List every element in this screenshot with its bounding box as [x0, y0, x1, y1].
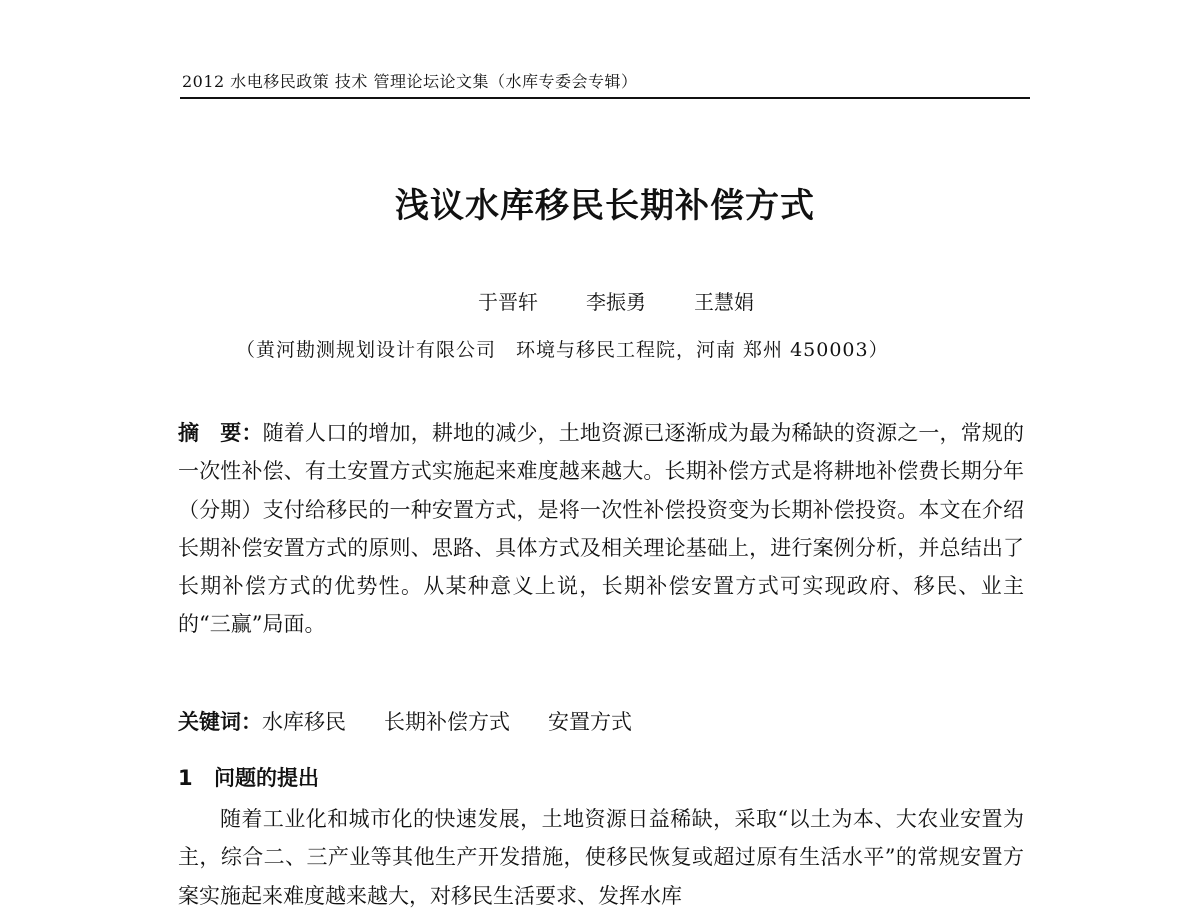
keyword-3: 安置方式	[548, 710, 632, 734]
abstract-text: 随着人口的增加，耕地的减少，土地资源已逐渐成为最为稀缺的资源之一，常规的一次性补偿、有土安置方式实施起来难度越来越大。长期补偿方式是将耕地补偿费长期分年（分期）支付给移民的一种安置方式，是将一次性补偿投资变为长期补偿投资。本文在介绍长期补偿安置方式的原则、思路、具体方式及相关理论基础上，进行案例分析，并总结出了长期补偿方式的优势性。从某种意义上说，长期补偿安置方式可实现政府、移民、业主的“三赢”局面。	[178, 421, 1025, 637]
keyword-2: 长期补偿方式	[384, 710, 510, 734]
header-rule	[180, 97, 1030, 99]
keyword-1: 水库移民	[262, 710, 346, 734]
paper-title: 浅议水库移民长期补偿方式	[395, 186, 815, 226]
keywords	[178, 704, 632, 740]
affiliation: （黄河勘测规划设计有限公司 环境与移民工程院，河南 郑州 450003）	[236, 339, 889, 361]
author-3: 王慧娟	[694, 290, 754, 314]
body-paragraph: 随着工业化和城市化的快速发展，土地资源日益稀缺，采取“以土为本、大农业安置为主，综合二、三产业等其他生产开发措施，使移民恢复或超过原有生活水平”的常规安置方案实施起来难度越来越大，对移民生活要求、发挥水库	[178, 807, 1024, 908]
author-1: 于晋轩	[478, 290, 538, 314]
section-heading	[178, 760, 319, 796]
abstract-label: 摘 要：	[178, 421, 263, 445]
keywords-label: 关键词：	[178, 710, 262, 734]
author-2: 李振勇	[586, 290, 646, 314]
abstract	[178, 414, 1024, 644]
section-title: 问题的提出	[214, 766, 319, 790]
author-list	[478, 288, 754, 316]
running-header: 2012 水电移民政策 技术 管理论坛论文集（水库专委会专辑）	[182, 72, 638, 91]
section-number: 1	[178, 766, 193, 790]
